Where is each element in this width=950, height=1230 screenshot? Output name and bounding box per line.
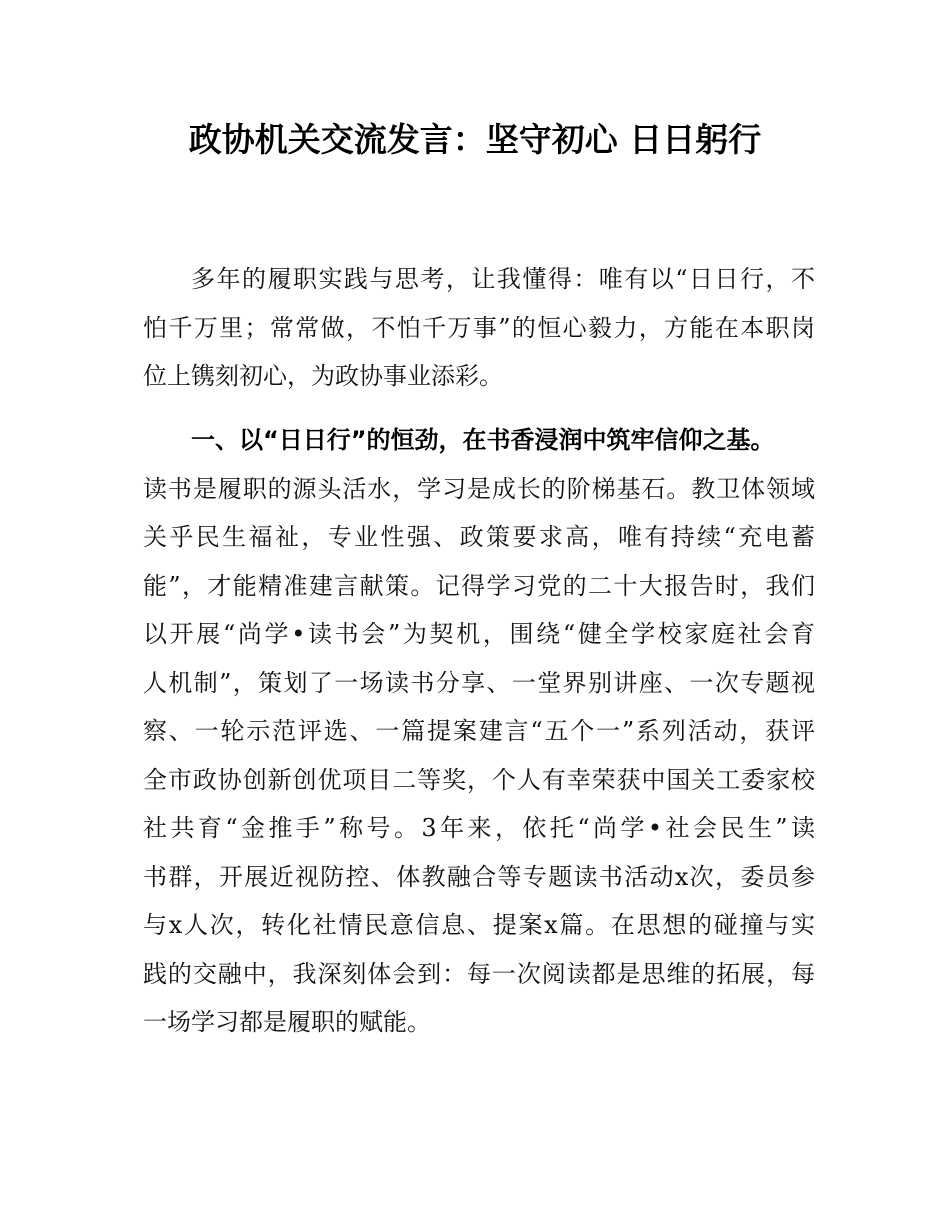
intro-line: 位上镌刻初心，为政协事业添彩。 [143,362,503,390]
section-1-paragraph [143,416,815,1047]
intro-paragraph [143,255,815,401]
section-1-line: 书群，开展近视防控、体教融合等专题读书活动x次，委员参 [143,862,815,891]
section-1-line: 察、一轮示范评选、一篇提案建言“五个一”系列活动，获评 [143,717,815,745]
document-title: 政协机关交流发言：坚守初心 日日躬行 [188,120,762,159]
section-1-line: 关乎民生福祉，专业性强、政策要求高，唯有持续“充电蓄 [143,523,815,551]
section-1-line: 与x人次，转化社情民意信息、提案x篇。在思想的碰撞与实 [143,911,815,939]
section-1-line: 能”，才能精准建言献策。记得学习党的二十大报告时，我们 [143,571,815,600]
section-1-line: 以开展“尚学•读书会”为契机，围绕“健全学校家庭社会育 [143,620,815,648]
section-1-line: 践的交融中，我深刻体会到：每一次阅读都是思维的拓展，每 [143,959,815,988]
section-1-line: 读书是履职的源头活水，学习是成长的阶梯基石。教卫体领域 [143,474,815,503]
section-1-line: 一场学习都是履职的赋能。 [143,1008,431,1036]
intro-line: 多年的履职实践与思考，让我懂得：唯有以“日日行，不 [191,265,815,293]
intro-line: 怕千万里；常常做，不怕千万事”的恒心毅力，方能在本职岗 [143,313,815,342]
section-1-line: 人机制”，策划了一场读书分享、一堂界别讲座、一次专题视 [143,668,815,697]
section-1-line: 全市政协创新创优项目二等奖，个人有幸荣获中国关工委家校 [143,765,815,794]
section-1-line: 社共育“金推手”称号。3年来，依托“尚学•社会民生”读 [143,814,815,842]
section-1-heading: 一、以“日日行”的恒劲，在书香浸润中筑牢信仰之基。 [191,426,775,454]
